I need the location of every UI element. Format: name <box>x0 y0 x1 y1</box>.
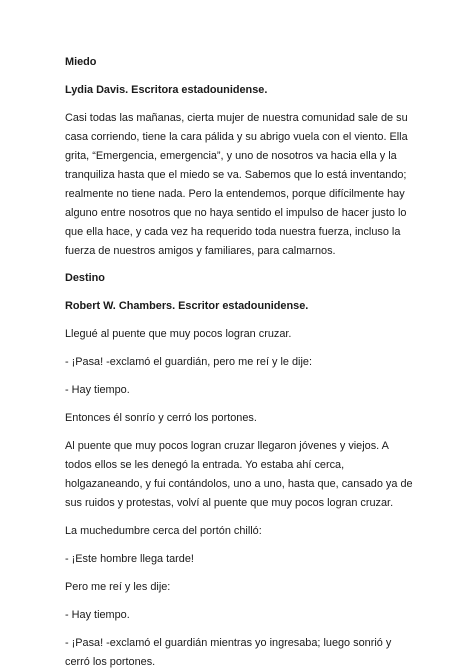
story-paragraph: Llegué al puente que muy pocos logran cruzar. <box>65 328 292 340</box>
story-paragraph: Al puente que muy pocos logran cruzar llegaron jóvenes y viejos. A todos ellos se les denegó la entrada. Yo estaba ahí cerca, holgazaneando, y fui contándolos, uno a uno, hasta que, cansado ya de sus ruidos y protestas, volví al puente que muy pocos logran cruzar. <box>65 440 413 509</box>
story-author-davis: Lydia Davis. Escritora estadounidense. <box>65 84 268 96</box>
story-paragraph: - ¡Este hombre llega tarde! <box>65 553 194 565</box>
story-paragraph: - Hay tiempo. <box>65 609 130 621</box>
story-paragraph: La muchedumbre cerca del portón chilló: <box>65 525 262 537</box>
story-paragraph: - Hay tiempo. <box>65 384 130 396</box>
story-title-destino: Destino <box>65 272 105 284</box>
story-title-miedo: Miedo <box>65 56 97 68</box>
story-author-chambers: Robert W. Chambers. Escritor estadounidense. <box>65 300 309 312</box>
story-paragraph: Entonces él sonrío y cerró los portones. <box>65 412 257 424</box>
story-paragraph: Casi todas las mañanas, cierta mujer de nuestra comunidad sale de su casa corriendo, tiene la cara pálida y su abrigo vuela con el viento. Ella grita, “Emergencia, emergencia”, y uno de nosotros va hacia ella y la tranquiliza hasta que el miedo se va. Sabemos que lo está inventando; realmente no tiene nada. Pero la entendemos, porque difícilmente hay alguno entre nosotros que no haya sentido el impulso de hacer justo lo que ella hace, y cada vez ha requerido toda nuestra fuerza, incluso la fuerza de nuestros amigos y familiares, para calmarnos. <box>65 112 408 257</box>
story-paragraph: - ¡Pasa! -exclamó el guardián, pero me reí y le dije: <box>65 356 312 368</box>
document-page <box>65 53 415 672</box>
story-paragraph: Pero me reí y les dije: <box>65 581 171 593</box>
story-paragraph: - ¡Pasa! -exclamó el guardián mientras yo ingresaba; luego sonrió y cerró los portones. <box>65 637 392 668</box>
